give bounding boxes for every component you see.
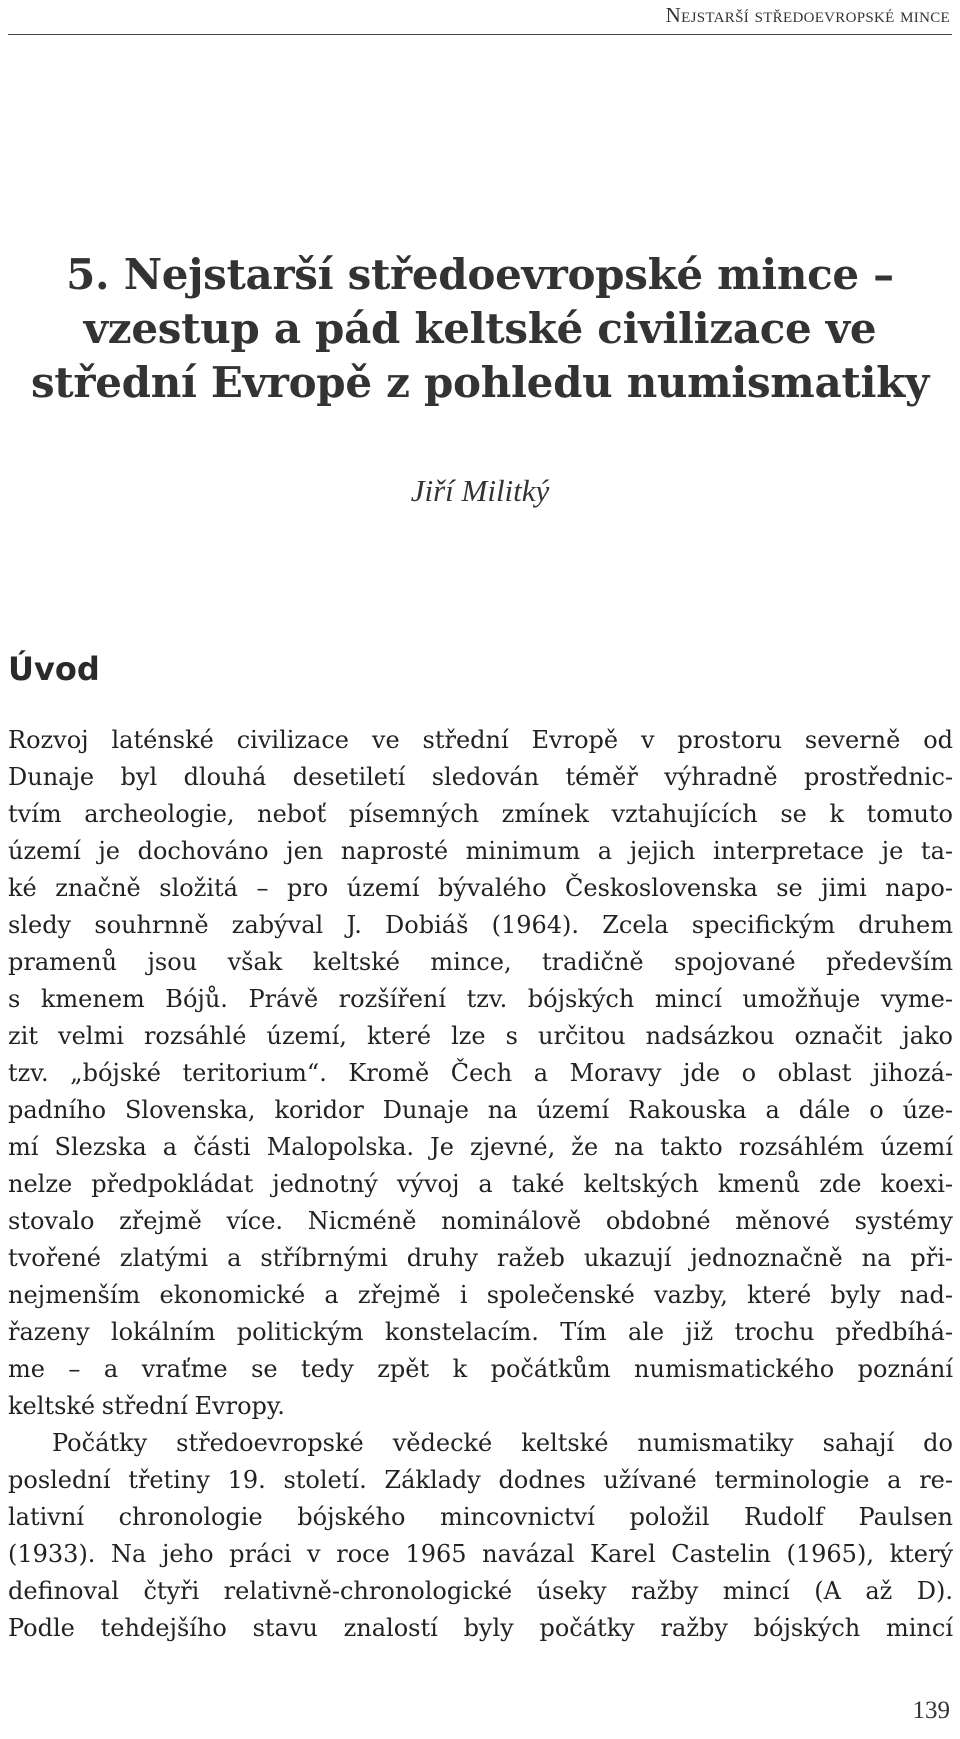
text-line: Rozvoj laténské civilizace ve střední Evropě v prostoru severně od: [8, 726, 953, 754]
page-number: 139: [912, 1697, 950, 1724]
text-line: nelze předpokládat jednotný vývoj a také keltských kmenů zde koexi-: [8, 1170, 953, 1198]
text-line: tvím archeologie, neboť písemných zmínek vztahujících se k tomuto: [8, 800, 953, 828]
running-header: [8, 0, 952, 35]
section-heading: Úvod: [8, 650, 100, 688]
text-line: řazeny lokálním politickým konstelacím. Tím ale již trochu předbíhá-: [8, 1318, 953, 1346]
text-line: zit velmi rozsáhlé území, které lze s určitou nadsázkou označit jako: [8, 1022, 953, 1050]
author-name: Jiří Militký: [410, 473, 550, 508]
text-line: území je dochováno jen naprosté minimum a jejich interpretace je ta-: [8, 837, 953, 865]
text-line: definoval čtyři relativně-chronologické úseky ražby mincí (A až D).: [8, 1577, 953, 1605]
text-line: padního Slovenska, koridor Dunaje na území Rakouska a dále o úze-: [8, 1096, 953, 1124]
text-line: Dunaje byl dlouhá desetiletí sledován téměř výhradně prostřednic-: [8, 763, 953, 791]
body-text: [8, 722, 953, 1647]
text-line: ké značně složitá – pro území bývalého Československa se jimi napo-: [8, 874, 953, 902]
chapter-title-line-2: vzestup a pád keltské civilizace ve: [83, 304, 877, 353]
text-line: tvořené zlatými a stříbrnými druhy ražeb ukazují jednoznačně na při-: [8, 1244, 953, 1272]
text-line: stovalo zřejmě více. Nicméně nominálově obdobné měnové systémy: [8, 1207, 953, 1235]
text-line: keltské střední Evropy.: [8, 1392, 285, 1420]
text-line: me – a vraťme se tedy zpět k počátkům numismatického poznání: [8, 1355, 953, 1383]
text-line: nejmenším ekonomické a zřejmě i společenské vazby, které byly nad-: [8, 1281, 953, 1309]
text-line: tzv. „bójské teritorium“. Kromě Čech a Moravy jde o oblast jihozá-: [8, 1059, 953, 1087]
text-line: pramenů jsou však keltské mince, tradičně spojované především: [8, 948, 953, 976]
text-line: Počátky středoevropské vědecké keltské numismatiky sahají do: [52, 1429, 953, 1457]
chapter-title-line-1: 5. Nejstarší středoevropské mince –: [66, 250, 894, 299]
text-line: poslední třetiny 19. století. Základy dodnes užívané terminologie a re-: [8, 1466, 953, 1494]
text-line: lativní chronologie bójského mincovnictví položil Rudolf Paulsen: [8, 1503, 953, 1531]
chapter-title: [0, 248, 960, 410]
text-line: (1933). Na jeho práci v roce 1965 navázal Karel Castelin (1965), který: [8, 1540, 953, 1568]
text-line: Podle tehdejšího stavu znalostí byly počátky ražby bójských mincí: [8, 1614, 953, 1642]
chapter-title-line-3: střední Evropě z pohledu numismatiky: [30, 358, 930, 407]
text-line: s kmenem Bójů. Právě rozšíření tzv. bójských mincí umožňuje vyme-: [8, 985, 953, 1013]
running-header-text: Nejstarší středoevropské mince: [665, 3, 950, 27]
text-line: mí Slezska a části Malopolska. Je zjevné, že na takto rozsáhlém území: [8, 1133, 953, 1161]
text-line: sledy souhrnně zabýval J. Dobiáš (1964). Zcela specifickým druhem: [8, 911, 953, 939]
